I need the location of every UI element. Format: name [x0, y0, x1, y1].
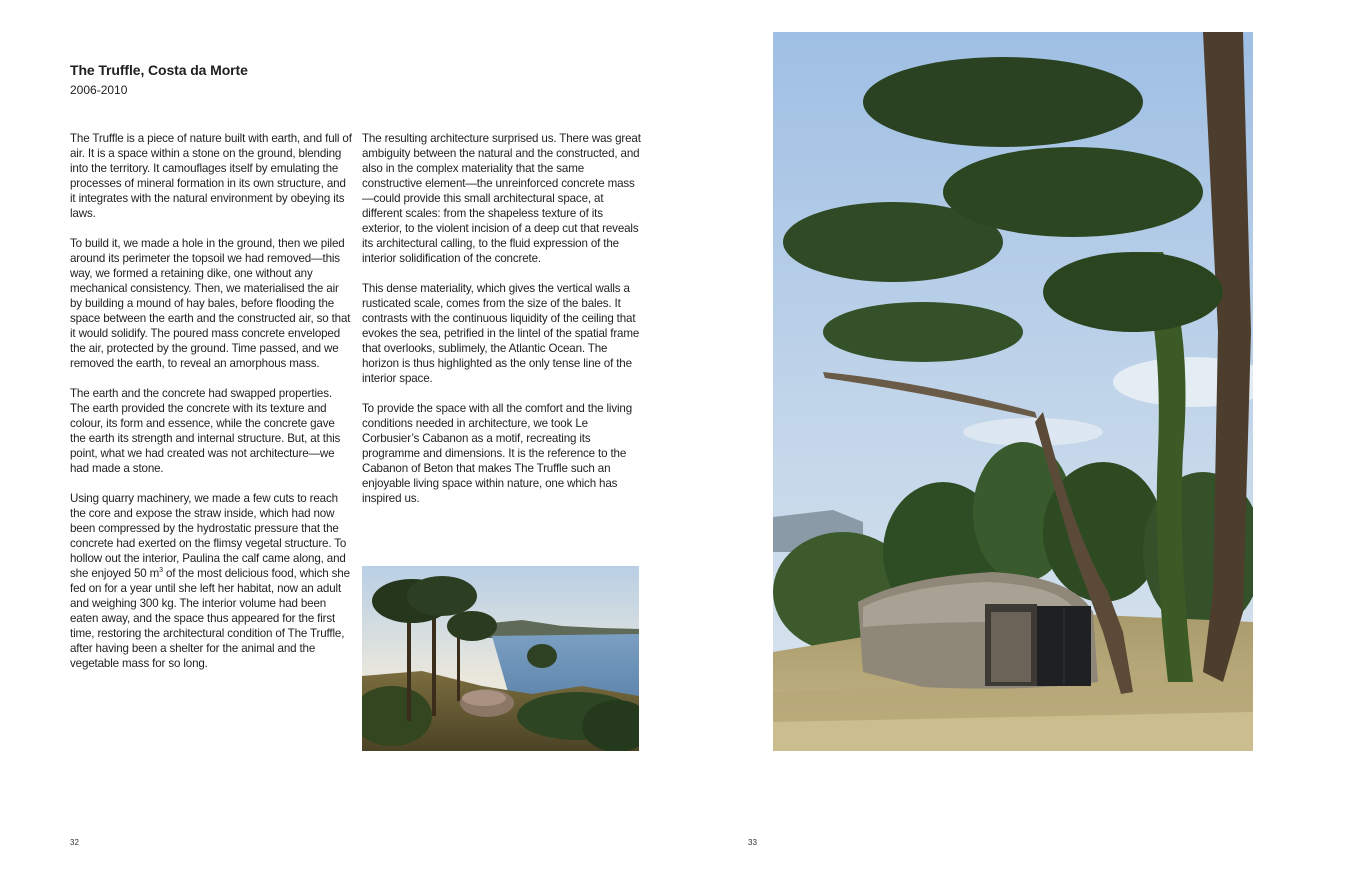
superscript: 3 [159, 567, 163, 575]
paragraph: To build it, we made a hole in the ground, then we piled around its perimeter the topsoil we had removed—this way, we formed a retaining dike, one without any mechanical consistency. Then, we materialised the air by building a mound of hay bales, before flooding the space between the earth and the constructed air, so that it would solidify. The poured mass concrete enveloped the air, protected by the ground. Time passed, and we removed the earth, to reveal an amorphous mass. [70, 237, 351, 370]
coastal-photo [362, 566, 639, 751]
paragraph [70, 491, 352, 671]
paragraph-part: Using quarry machinery, we made a few cuts to reach the core and expose the straw inside, which had now been compressed by the hydrostatic pressure that the concrete had exerted on the flimsy vegetal structure. To hollow out the interior, Paulina the calf came along, and she enjoyed 50 m [70, 492, 347, 580]
paragraph: The earth and the concrete had swapped properties. The earth provided the concrete with its texture and colour, its form and essence, while the concrete gave the earth its strength and internal structure. But, at this point, what we had created was not architecture—we had made a stone. [70, 387, 341, 475]
project-years: 2006-2010 [70, 83, 128, 97]
paragraph: The resulting architecture surprised us. There was great ambiguity between the natural and the constructed, and also in the complex materiality that the same constructive element—the unreinforced concrete mass—could provide this small architectural space, at different scales: from the shapeless texture of its exterior, to the violent incision of a deep cut that reveals its architectural calling, to the fluid expression of the interior solidification of the concrete. [362, 132, 641, 265]
paragraph: The Truffle is a piece of nature built with earth, and full of air. It is a space within a stone on the ground, blending into the territory. It camouflages itself by emulating the processes of mineral formation in its own structure, and it integrates with the natural environment by obeying its laws. [70, 132, 352, 220]
page-number-right: 33 [748, 838, 757, 847]
project-title: The Truffle, Costa da Morte [70, 62, 248, 78]
paragraph: This dense materiality, which gives the vertical walls a rusticated scale, comes from the size of the bales. It contrasts with the continuous liquidity of the ceiling that evokes the sea, petrified in the lintel of the spatial frame that overlooks, sublimely, the Atlantic Ocean. The horizon is thus highlighted as the only tense line of the interior space. [362, 282, 640, 385]
text-column-left [70, 131, 352, 686]
page-number-left: 32 [70, 838, 79, 847]
paragraph: To provide the space with all the comfort and the living conditions needed in architecture, we took Le Corbusier’s Cabanon as a motif, recreating its programme and dimensions. It is the reference to the Cabanon of Beton that makes The Truffle such an enjoyable living space within nature, one which has inspired us. [362, 402, 633, 505]
truffle-photo [773, 32, 1253, 751]
paragraph-part: of the most delicious food, which she fed on for a year until she left her habitat, now an adult and weighing 300 kg. The interior volume had been eaten away, and the space thus appeared for the first time, restoring the architectural condition of The Truffle, after having been a shelter for the animal and the vegetable mass for so long. [70, 567, 350, 670]
text-column-right [362, 131, 642, 521]
